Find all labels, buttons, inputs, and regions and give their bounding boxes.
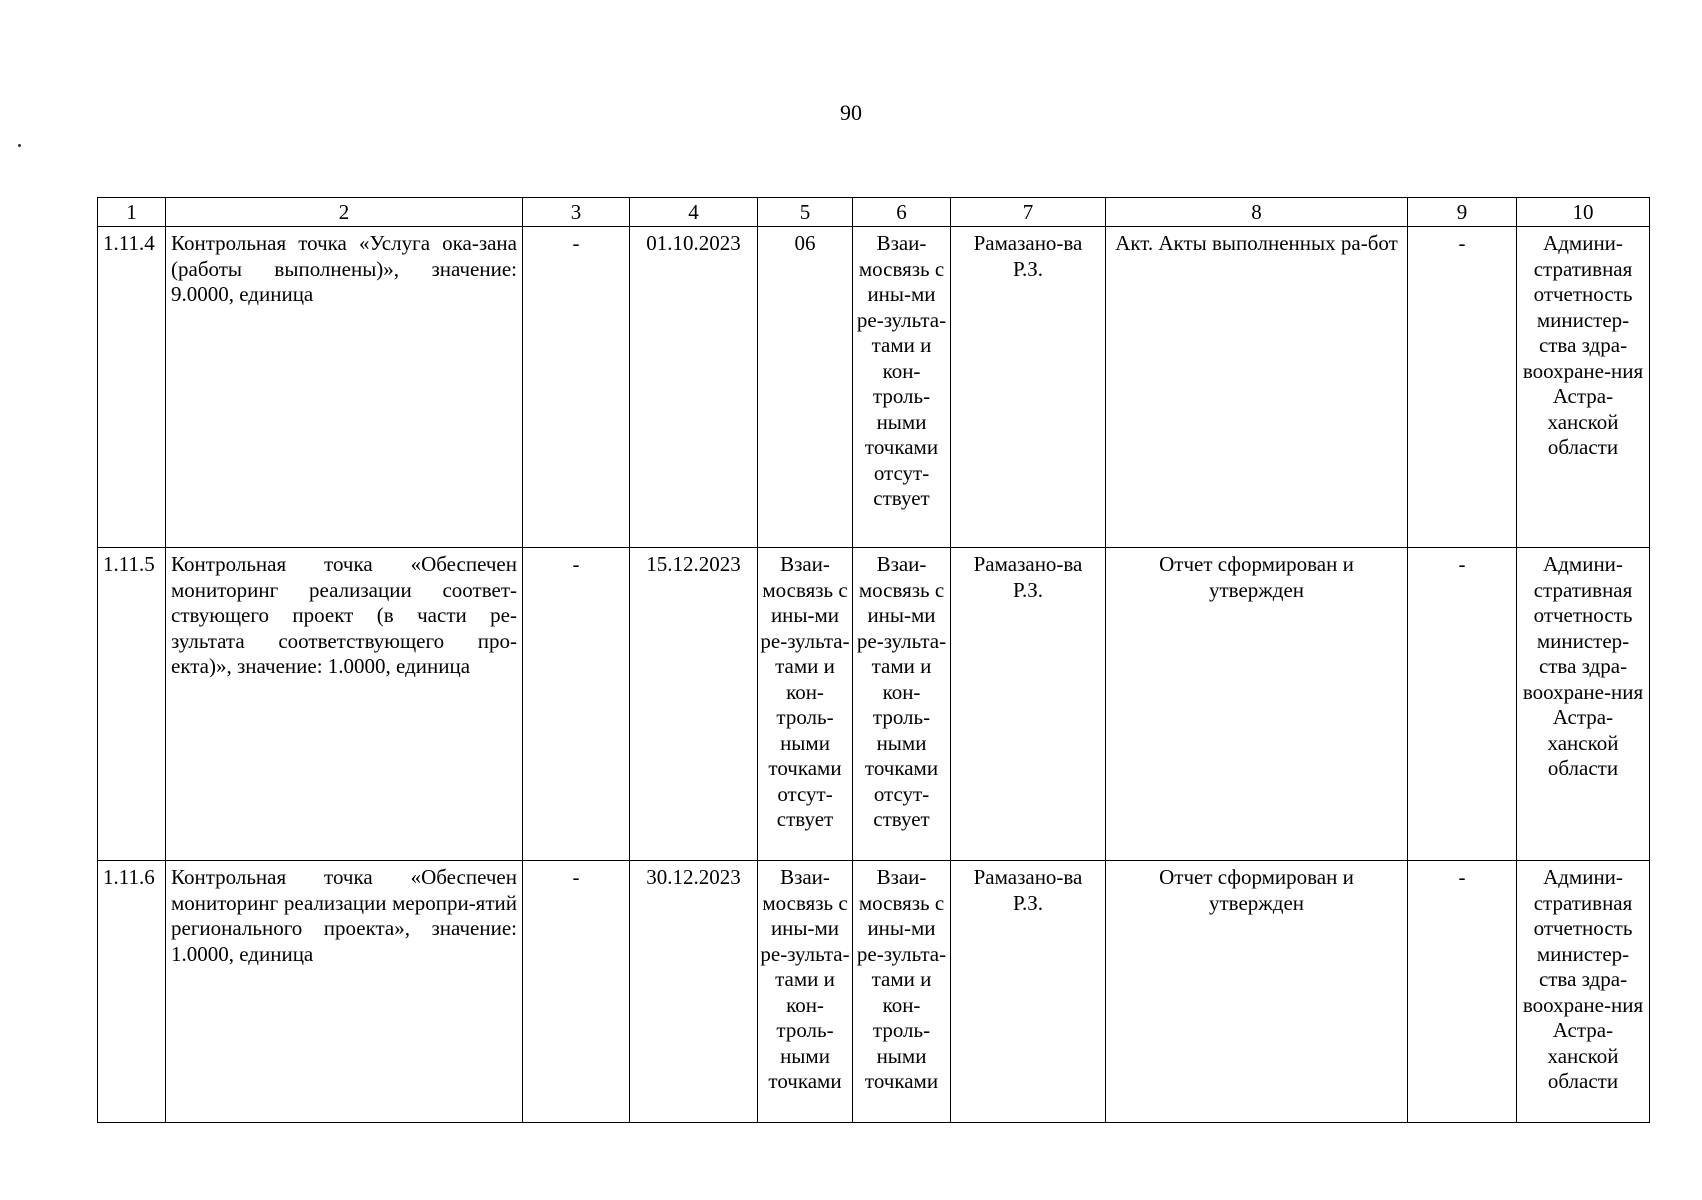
control-points-table <box>97 197 1650 1123</box>
col-header-5: 5 <box>758 198 853 227</box>
result-cell: Отчет сформирован и утвержден <box>1106 548 1408 861</box>
control-point-name: Контрольная точка «Обеспечен мониторинг реализации меропри-ятий регионального проекта», значение: 1.0000, единица <box>166 861 523 1123</box>
responsible-cell: Рамазано-ва Р.З. <box>951 861 1106 1123</box>
control-point-name: Контрольная точка «Услуга ока-зана (работы выполнены)», значение: 9.0000, единица <box>166 227 523 548</box>
result-cell: Акт. Акты выполненных ра-бот <box>1106 227 1408 548</box>
page-number: 90 <box>840 100 862 125</box>
responsible-cell: Рамазано-ва Р.З. <box>951 227 1106 548</box>
source-cell: Админи-стративная отчетность министер-ства здра-воохране-ния Астра-ханской области <box>1517 861 1650 1123</box>
col-header-3: 3 <box>523 198 630 227</box>
col-header-1: 1 <box>98 198 166 227</box>
date-cell: 01.10.2023 <box>630 227 758 548</box>
col9-cell: - <box>1408 861 1517 1123</box>
table-row <box>98 861 1650 1123</box>
col3-cell: - <box>523 861 630 1123</box>
col3-cell: - <box>523 548 630 861</box>
col-header-4: 4 <box>630 198 758 227</box>
col9-cell: - <box>1408 227 1517 548</box>
col-header-9: 9 <box>1408 198 1517 227</box>
col-header-8: 8 <box>1106 198 1408 227</box>
table-row <box>98 227 1650 548</box>
row-number: 1.11.4 <box>98 227 166 548</box>
scan-speck <box>18 144 21 147</box>
control-point-name: Контрольная точка «Обеспечен мониторинг реализации соответ-ствующего проект (в части ре-зультата соответствующего про-екта)», значение: 1.0000, единица <box>166 548 523 861</box>
responsible-cell: Рамазано-ва Р.З. <box>951 548 1106 861</box>
result-cell: Отчет сформирован и утвержден <box>1106 861 1408 1123</box>
col-header-6: 6 <box>853 198 951 227</box>
table-header-row <box>98 198 1650 227</box>
col5-cell: 06 <box>758 227 853 548</box>
row-number: 1.11.6 <box>98 861 166 1123</box>
relation-cell: Взаи-мосвязь с ины-ми ре-зульта-тами и кон-троль-ными точками отсут-ствует <box>853 548 951 861</box>
col5-cell: Взаи-мосвязь с ины-ми ре-зульта-тами и кон-троль-ными точками <box>758 861 853 1123</box>
col9-cell: - <box>1408 548 1517 861</box>
date-cell: 15.12.2023 <box>630 548 758 861</box>
col-header-2: 2 <box>166 198 523 227</box>
col5-cell: Взаи-мосвязь с ины-ми ре-зульта-тами и кон-троль-ными точками отсут-ствует <box>758 548 853 861</box>
relation-cell: Взаи-мосвязь с ины-ми ре-зульта-тами и кон-троль-ными точками <box>853 861 951 1123</box>
col-header-7: 7 <box>951 198 1106 227</box>
source-cell: Админи-стративная отчетность министер-ства здра-воохране-ния Астра-ханской области <box>1517 227 1650 548</box>
table-row <box>98 548 1650 861</box>
col3-cell: - <box>523 227 630 548</box>
source-cell: Админи-стративная отчетность министер-ства здра-воохране-ния Астра-ханской области <box>1517 548 1650 861</box>
date-cell: 30.12.2023 <box>630 861 758 1123</box>
relation-cell: Взаи-мосвязь с ины-ми ре-зульта-тами и кон-троль-ными точками отсут-ствует <box>853 227 951 548</box>
col-header-10: 10 <box>1517 198 1650 227</box>
row-number: 1.11.5 <box>98 548 166 861</box>
